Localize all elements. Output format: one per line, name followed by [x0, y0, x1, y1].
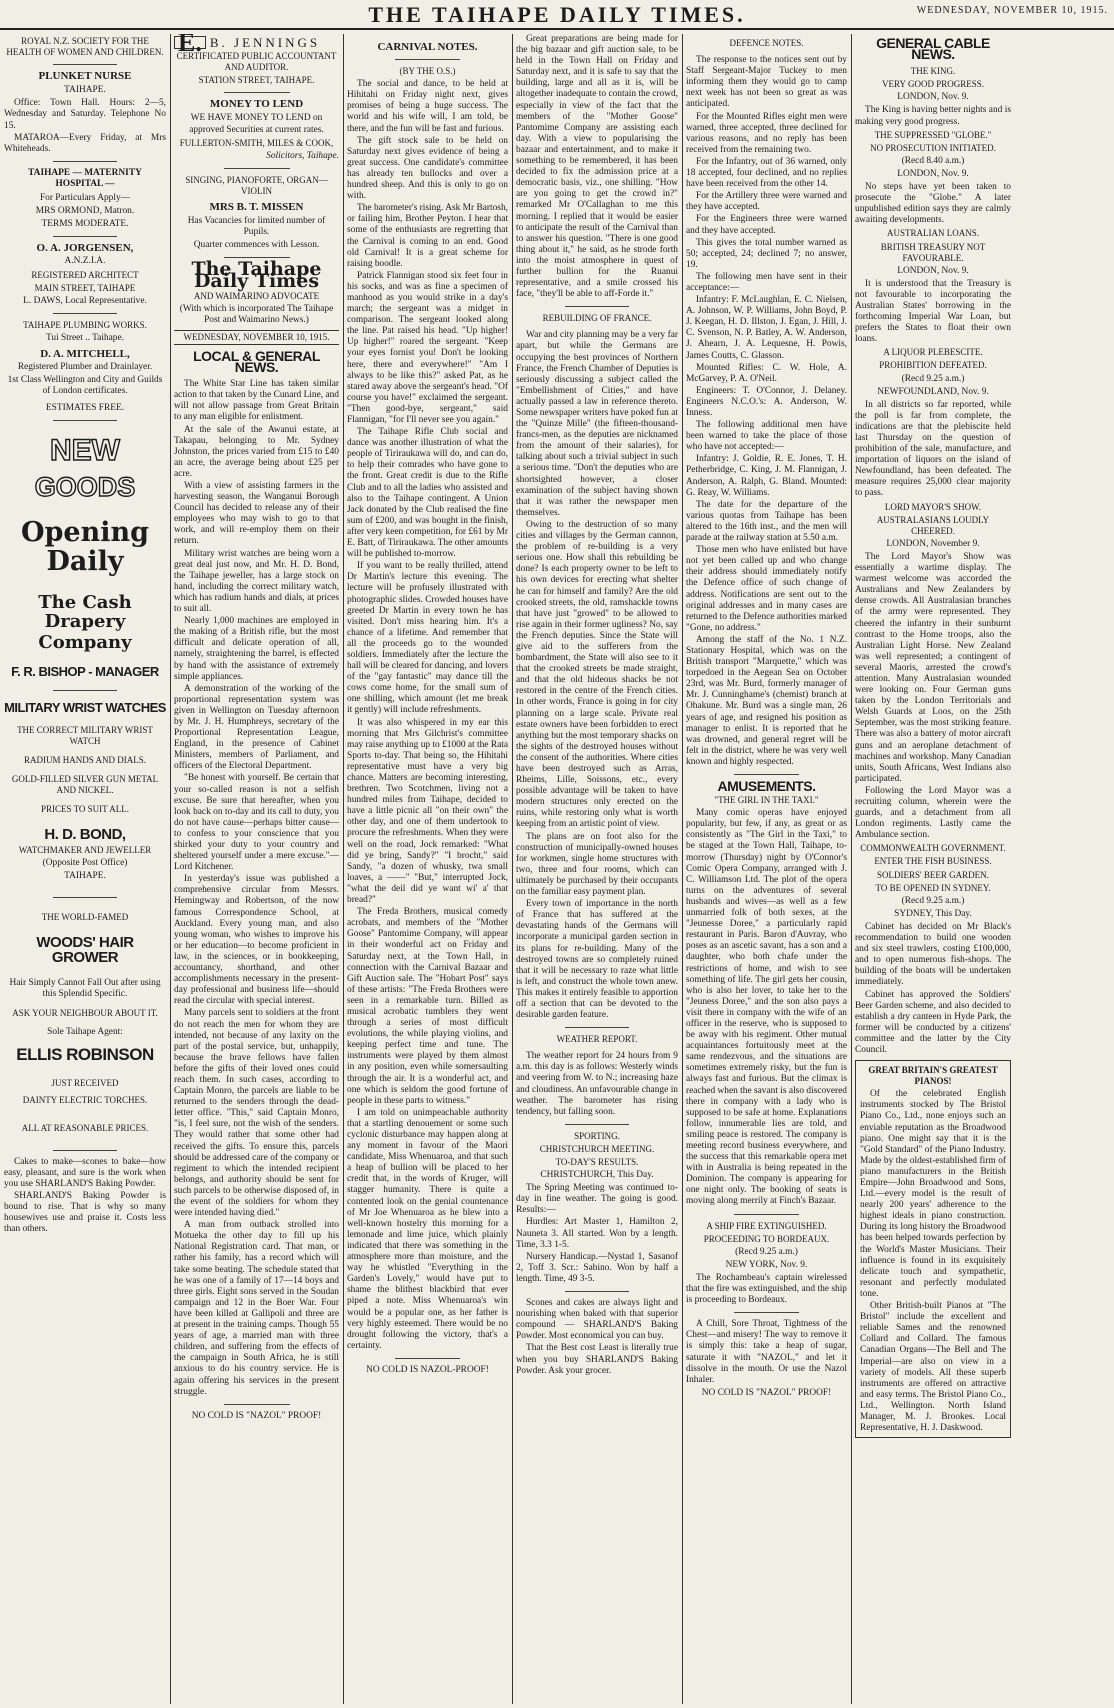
maternity-apply: For Particulars Apply—: [39, 193, 131, 204]
received-time: (Recd 9.25 a.m.): [735, 1246, 798, 1257]
missen-quarter: Quarter commences with Lesson.: [193, 240, 320, 251]
article-paragraph: For the Engineers three were warned and they have accepted.: [686, 214, 847, 236]
jorgensen-rep: L. DAWS, Local Representative.: [23, 295, 147, 306]
dateline: SYDNEY, This Day.: [894, 908, 972, 919]
mitchell-title: Registered Plumber and Drainlayer.: [17, 362, 153, 373]
bond-name: H. D. BOND,: [44, 826, 126, 844]
dateline: LONDON, November 9.: [886, 538, 980, 549]
article-paragraph: For the Mounted Rifles eight men were warned, three accepted, three declined for various reasons, and no reply has been received from the remaining two.: [686, 111, 847, 155]
sporting-heading: SPORTING.: [574, 1130, 620, 1141]
plunket-office: Office: Town Hall. Hours: 2—5, Wednesday and Saturday. Telephone No 15.: [4, 98, 166, 131]
jennings-name: B. JENNINGS: [209, 35, 321, 50]
article-paragraph: Mounted Rifles: C. W. Hole, A. McGarvey, P. A. O'Neil.: [686, 362, 847, 384]
ask-neighbour: ASK YOUR NEIGHBOUR ABOUT IT.: [12, 1008, 158, 1019]
money-heading: MONEY TO LEND: [209, 98, 304, 111]
jennings-initial: E.: [174, 36, 206, 49]
jorgensen-address: MAIN STREET, TAIHAPE: [34, 282, 136, 293]
article-paragraph: Patrick Flannigan stood six feet four in his socks, and was as fine a specimen of manhood as you would strike in a day's march; the sergeant was a midget in comparison. The sergeant looked along the line. Pat raised his head. "Up higher! Up higher!" roared the sergeant. "Keep your eyes fornist you! Don't be looking here, there and everywhere!" "Am I always to be like this?" asked Pat, as he stared away above the sergeant's head. "Of course you have!" exclaimed the sergeant. "Then good-bye, sergeant," said Flannigan, "for I'll never see you again.": [347, 270, 508, 425]
column-local-news: [174, 34, 339, 1704]
dateline: LONDON, Nov. 9.: [897, 168, 969, 179]
article-paragraph: The following men have sent in their acceptance:—: [686, 271, 847, 293]
correct-watch: THE CORRECT MILITARY WRIST WATCH: [17, 724, 153, 747]
paper-date: WEDNESDAY, NOVEMBER 10, 1915.: [174, 330, 339, 345]
column-rule: [851, 34, 852, 1704]
article-paragraph: Military wrist watches are being worn a great deal just now, and Mr. H. D. Bond, the Taihape jeweller, has a large stock on hand, including the correct military watch, which has radium hands and dials, at prices to suit all.: [174, 548, 339, 615]
reasonable-prices: ALL AT REASONABLE PRICES.: [21, 1122, 149, 1133]
piano-text: Of the celebrated English instruments stocked by The Bristol Piano Co., Ltd., none enjoys such an enviable reputation as the Broadwood piano. One might say that it is the "Gold Standard" of the Piano Industry. Made by the oldest-established firm of piano manufacturers in the British Empire—John Broadwood and Sons, Ltd.—every model is the result of nearly 200 years' adherence to the highest ideals in piano construction. During its long history the Broadwood has been helped towards perfection by the World's Master Musicians. Their influence is found in its exquisitely delicate touch and sympathetic, resonant and perfectly modulated tone.: [860, 1089, 1006, 1299]
dateline: NEWFOUNDLAND, Nov. 9.: [877, 386, 989, 397]
sharland-cakes: Cakes to make—scones to bake—how easy, pleasant, and sure is the work when you use SHARLAND'S Baking Powder.: [4, 1156, 166, 1189]
article-paragraph: The plans are on foot also for the construction of municipally-owned houses for workmen, single home structures with two, three and four rooms, which can ultimately be purchased by their occupants on the familiar easy payment plan.: [516, 831, 678, 898]
column-carnival: [347, 34, 508, 1704]
article-paragraph: The barometer's rising. Ask Mr Bartosh, or failing him, Brother Peyton. I hear that some of the enthusiasts are regretting that the Carnival is coming to an end. Good old Carnival! It is a great scheme for raising boodle.: [347, 203, 508, 269]
dateline: LONDON, Nov. 9.: [897, 92, 969, 103]
article-paragraph: The Freda Brothers, musical comedy acrobats, and members of the "Mother Goose" Pantomime Company, will appear in their wonderful act on Friday and Saturday next, at the Town Hall, in connection with the Carnival Bazaar and Gift Auction sale. The "Hobart Post" says of these artists: "The Freda Brothers were seen in a remarkable turn. Billed as musical acrobatic tumblers they went through a series of most difficult evolutions, the while playing violins, and keeping perfect time and tune. The instruments were played by them almost in any position, even while somersaulting through the air. It is a wonderful act, and one which is seldom the good fortune of people in these parts to witness.": [347, 907, 508, 1106]
rebuilding-heading: REBUILDING OF FRANCE.: [542, 313, 652, 324]
missen-text: Has Vacancies for limited number of Pupils.: [187, 216, 326, 238]
local-general-heading: LOCAL & GENERAL NEWS.: [193, 347, 320, 376]
paper-incorporated: (With which is incorporated The Taihape Post and Waimarino News.): [179, 303, 334, 325]
dateline: NEW YORK, Nov. 9.: [725, 1259, 808, 1270]
article-paragraph: In all districts so far reported, while the poll is far from complete, the indications are that the plebiscite held last Thursday on the question of prohibition of the sale, manufacture, and importation of liquors on the island of Newfoundland, has been defeated. The measure requires 25,000 clear majority to pass.: [855, 399, 1011, 499]
bond-town: TAIHAPE.: [64, 871, 106, 882]
article-paragraph: The Rochambeau's captain wirelessed that the fire was extinguished, and the ship is proceeding to Bordeaux.: [686, 1272, 847, 1306]
article-paragraph: The Taihape Rifle Club social and dance was another illustration of what the people of Tiriraukawa will do, and can do, to help their comrades who have gone to the front. Great credit is due to the Rifle Club and to all the ladies who assisted and also to the Taihape contingent. A Union Jack donated by the Club realised the fine sum of £200, and was bought in the finish, after very keen competition, for £61 by Mr E. Batt, of Tiriraukawa. The other amounts will be published to-morrow.: [347, 427, 508, 560]
article-paragraph: Engineers: T. O'Connor, J. Delaney. Engineers N.C.O.'s: A. Anderson, W. Inness.: [686, 385, 847, 418]
maternity-heading: TAIHAPE — MATERNITY HOSPITAL —: [28, 167, 142, 189]
article-paragraph: It was also whispered in my ear this morning that Mrs Gilchrist's committee may raise anything up to £1000 at the Rata Sports to-day. That being so, the Hihitahi representative must have a very big chance. Matters are becoming interesting, brethren. Two Scotchmen, living not a hundred miles from Taihape, decided to have a little picnic all "on their own" the other day, and one of them undertook to procure the refreshments. When they were well on the road, Jock remarked: "What did ye bring, Sandy?" "I brocht," said Sandy, "a dozen of whusky, twa small loaves, a ——" "But," interrupted Jock, "what the deil did ye want wi' a' that bread?": [347, 717, 508, 906]
loans-subheading: BRITISH TREASURY NOT FAVOURABLE.: [880, 241, 986, 263]
weather-heading: WEATHER REPORT.: [556, 1034, 638, 1045]
jennings-title: CERTIFICATED PUBLIC ACCOUNTANT AND AUDITOR.: [176, 51, 337, 73]
received-time: (Recd 9.25 a.m.): [901, 373, 965, 384]
article-paragraph: The Spring Meeting was continued to-day in fine weather. The going is good. Results:—: [516, 1183, 678, 1216]
fullerton-firm: FULLERTON-SMITH, MILES & COOK,: [179, 137, 334, 148]
weather-text: The weather report for 24 hours from 9 a.m. this day is as follows: Westerly winds and veering from W. to N.; increasing haze and cloudiness. An unfavourable change in weather. The barometer has rising tendency, but falling soon.: [516, 1051, 678, 1117]
mitchell-name: D. A. MITCHELL,: [40, 347, 130, 360]
piano-advertisement: [855, 1060, 1011, 1438]
nazol-ad: NO COLD IS "NAZOL" PROOF!: [191, 1410, 322, 1421]
money-text: WE HAVE MONEY TO LEND on approved Securities at current rates.: [189, 113, 324, 135]
plunket-heading: PLUNKET NURSE: [38, 70, 132, 83]
beer-heading: SOLDIERS' BEER GARDEN.: [877, 869, 989, 880]
globe-heading: THE SUPPRESSED "GLOBE.": [874, 129, 992, 140]
maternity-terms: TERMS MODERATE.: [41, 219, 129, 230]
column-rule: [343, 34, 344, 1704]
defence-heading: DEFENCE NOTES.: [729, 38, 804, 48]
solicitors: Solicitors, Taihape.: [266, 150, 339, 161]
article-paragraph: Every town of importance in the north of France that has suffered at the devastating hands of the Germans will incorporate a municipal garden section in its plans for re-building. Many of the destroyed towns are so completely ruined that it will be necessary to raze what little is left, and construct the whole town anew. This makes it entirely feasible to apportion off a section that can be devoted to the desirable garden feature.: [516, 899, 678, 1021]
just-received: JUST RECEIVED: [51, 1078, 119, 1089]
article-paragraph: Great preparations are being made for the big bazaar and gift auction sale, to be held in the Town Hall on Friday and Saturday next, and it is safe to say that the building, large and all as it is, will be altogether inadequate to contain the crowd, especially in view of the fact that the members of the "Mother Goose" Pantomime Company are assisting each day. With a view to popularising the bazaar and entertainment, and to make it something to be remembered, it has been decided to fix the admission price at a democratic basis, viz., one shilling. "How are you going to get the crowd in?" remarked Mr O'Callaghan to me this morning. I replied that it would be easier to anticipate the result of the Carnival than to answer his question. "There is one good thing about it," he said, as he strode forth into the moist atmosphere in quest of further bullion for the Ruanui representative, and a smile crossed his face, "they'll be able to aff-Forde it.": [516, 34, 678, 300]
nazol-ad: NO COLD IS "NAZOL" PROOF!: [701, 1387, 832, 1398]
article-paragraph: The response to the notices sent out by Staff Sergeant-Major Tuckey to men informing them they would go to camp next week has not been so great as was anticipated.: [686, 55, 847, 110]
article-paragraph: Infantry: F. McLaughlan, E. C. Nielsen, A. Johnson, W. P. Williams, John Boyd, P. J. Keegan, H. D. Illston, J. Egan, J. Hill, J. C. Svenson, N. P. Batley, A. W. Anderson, J. Ahearn, J. A. Lequesne, H. Powis, James Coutts, C. Glasson.: [686, 295, 847, 361]
article-paragraph: If you want to be really thrilled, attend Dr Martin's lecture this evening. The lecture will be profusely illustrated with photographic slides. Crowded houses have greeted Dr Martin in every town he has visited. Don't miss hearing him. It's a chance of a lifetime. And remember that all the proceeds go to the wounded soldiers. Immediately after the lecture the hall will be cleared for dancing, and lovers of the "gay fantastic" may dance till the cows come home, for the small sum of one shilling, which amount (let me break it gently) will include refreshments.: [347, 561, 508, 716]
column-rule: [170, 34, 171, 1704]
article-paragraph: Owing to the destruction of so many cities and villages by the German cannon, the problem of re-building is a very serious one. How shall this rebuilding be done? Is each property owner to be left to his own devices for erecting what shelter he can for himself and family? Are the old crooked streets, the old, ramshackle towns that have just "growed" to be allowed to rise again in their former ugliness? No, say the French deputies. Since the State will give aid to the sufferers from the bombardment, the State will also see to it that the crooked streets be made straight, and that the old hideous shacks be not restored in the centre of the French cities. In other words, France is going in for city planning on a large scale. Private real estate owners have been forbidden to erect anything but the most temporary shacks on the sights of the destroyed houses without the consent of the authorities. Where cities have been destroyed such as Arras, Rheims, Lille, Soissons, etc., every possible advantage will be taken to have modern structures only erected on the ruins, while restoring only what is worth keeping from an artistic point of view.: [516, 519, 678, 830]
jennings-ad: [174, 34, 339, 57]
article-paragraph: The following additional men have been warned to take the place of those who have not accepted:—: [686, 420, 847, 453]
article-paragraph: Cabinet has decided on Mr Black's recommendation to build one wooden and six steel trawlers, costing £100,000, and to open numerous fish-shops. The building of the boats will be undertaken immediately.: [855, 921, 1011, 988]
commonwealth-heading: COMMONWEALTH GOVERNMENT.: [860, 843, 1006, 854]
loans-heading: AUSTRALIAN LOANS.: [887, 228, 979, 239]
ad-wrist-watches: MILITARY WRIST WATCHES: [4, 700, 166, 716]
article-paragraph: In yesterday's issue was published a comprehensive circular from Messrs. Hemingway and Robertson, of the now famous Correspondence School, at Auckland. Every young man, and also young woman, who wishes to improve his or her education—to become proficient in law, in the sciences, or in bookkeeping, accountancy, shorthand, and other accomplishments necessary in the present-day professional and business life—should read the circular with special interest.: [174, 874, 339, 1007]
article-paragraph: It is understood that the Treasury is not favourable to incorporating the Australian States' borrowing in the forthcoming Imperial War Loan, but prefers the States to float their own loans.: [855, 278, 1011, 345]
bond-title: WATCHMAKER AND JEWELLER: [18, 845, 152, 856]
mayor-heading: LORD MAYOR'S SHOW.: [884, 501, 982, 512]
ellis-robinson: ELLIS ROBINSON: [16, 1045, 154, 1065]
jorgensen-cred: A.N.Z.I.A.: [64, 256, 106, 267]
ad-manager: F. R. BISHOP - MANAGER: [11, 663, 159, 679]
nursery-result: Nursery Handicap.—Nystad 1, Sasanof 2, Toff 3. Scr.: Sabino. Won by half a length. Time, 49 3-5.: [516, 1251, 678, 1284]
article-paragraph: Among the staff of the No. 1 N.Z. Stationary Hospital, which was on the British transport "Marquette," which was torpedoed in the Aegean Sea on October 23rd, was Mr. Burd, formerly manager of Mr. J. Cunninghame's (chemist) branch at Ohakune. Mr. Burd was a single man, 26 years of age, and resigned his position as manager to enlist. It is reported that he was drowned, and general regret will be felt in the district, where he was very well known and highly respected.: [686, 634, 847, 767]
plumbing-heading: TAIHAPE PLUMBING WORKS.: [23, 319, 147, 330]
column-rule: [512, 34, 513, 1704]
fish-heading: ENTER THE FISH BUSINESS.: [874, 856, 992, 867]
column-cable-news: [855, 34, 1110, 1704]
sharland-best: That the Best cost Least is literally true when you buy SHARLAND'S Baking Powder. Ask your grocer.: [516, 1343, 678, 1376]
sporting-meeting: CHRISTCHURCH MEETING.: [539, 1143, 655, 1154]
jennings-address: STATION STREET, TAIHAPE.: [198, 75, 315, 86]
sporting-results: TO-DAY'S RESULTS.: [555, 1157, 639, 1167]
radium-dials: RADIUM HANDS AND DIALS.: [23, 755, 146, 766]
watch-metals: GOLD-FILLED SILVER GUN METAL AND NICKEL.: [11, 774, 159, 796]
article-paragraph: No steps have yet been taken to prosecute the "Globe." A later unpublished edition says they are calmly awaiting developments.: [855, 182, 1011, 226]
jorgensen-title: REGISTERED ARCHITECT: [31, 269, 139, 280]
article-paragraph: At the sale of the Awanui estate, at Takapau, belonging to Mr. Sydney Johnston, the prices varied from £15 to £40 an acre, the average being about £25 per acre.: [174, 424, 339, 479]
article-paragraph: The gift stock sale to be held on Saturday next gives evidence of being a great success. One candidate's committee has already ten bullocks and over a hundred sheep. And this is only to go on with.: [347, 135, 508, 202]
article-paragraph: Many comic operas have enjoyed popularity, but few, if any, as great or as consistently as "The Girl in the Taxi," to be staged at the Town Hall, Taihape, to-morrow (Thursday) night by O'Connor's Comic Opera Company, arranged with J. C. Williamson Ltd. The plot of the opera turns on the adventures of several husbands and wives—as well as a few unmarried folk of both sexes, at the "Jeunesse Doree," a particularly rapid restaurant in Paris. Baron d'Auvray, who poses as an ascetic savant, has a son and a daughter, who both chafe under the restrictions of home, and wish to see something of life. The girl gets her cousin, who is also her lover, to take her to the "Jeuness Doree," and the son also pays a visit there in company with the wife of an officer in the reserve, who is supposed to be away with his regiment. Other mutual acquaintances fortuitously meet at the same rendezvous, and the situations are sometimes extremely risky, but the fun is always fast and furious. But the climax is reached when the savant is also discovered there in company with a lady who is supposed to be safe at home. Explanations follow, innumerable lies are told, and smiling peace is restored. The company is meeting record business everywhere, and the success that this remarkable opera met with in Australia is being repeated in the Dominion. The company is appearing for one night only. The booking of seats is moving along merrily at Finch's Bazaar.: [686, 808, 847, 1207]
amusements-heading: AMUSEMENTS.: [717, 778, 816, 794]
column-france: [516, 34, 678, 1704]
estimates-free: ESTIMATES FREE.: [45, 403, 125, 414]
article-paragraph: Following the Lord Mayor was a recruiting column, wherein were the guards, and a detachment from all London regiments. Lastly came the Ambulance section.: [855, 785, 1011, 841]
article-paragraph: This gives the total number warned as 50; accepted, 24; declined 7; no answer, 19.: [686, 237, 847, 270]
mitchell-class: 1st Class Wellington and City and Guilds of London certificates.: [7, 375, 163, 397]
column-defence: [686, 34, 847, 1704]
globe-subheading: NO PROSECUTION INITIATED.: [870, 142, 996, 153]
king-progress: VERY GOOD PROGRESS.: [882, 79, 984, 90]
article-paragraph: Those men who have enlisted but have not yet been called up and who change their address should immediately notify the Defence office of such change of address. Notifications are sent out to the original addresses and in many cases are returned to the Defence authorities marked "Gone, no address.": [686, 545, 847, 633]
article-paragraph: A demonstration of the working of the proportional representation system was given in Wellington on Tuesday afternoon by Mr. J. H. Humphreys, secretary of the Proportional Representation League, England, in the presence of Cabinet Ministers, members of Parliament, and officers of the Electoral Department.: [174, 683, 339, 772]
article-paragraph: For the Artillery three were warned and they have accepted.: [686, 191, 847, 213]
girl-in-taxi: "THE GIRL IN THE TAXI.": [714, 795, 819, 806]
article-paragraph: The social and dance, to be held at Hihitahi on Friday night next, gives promises of being a huge success. The world and his wife will, I am told, be there, and the fun will be fast and furious.: [347, 79, 508, 134]
masthead: [0, 0, 1114, 30]
cable-news-heading: GENERAL CABLE NEWS.: [876, 35, 990, 63]
missen-name: MRS B. T. MISSEN: [209, 201, 304, 214]
article-paragraph: Cabinet has approved the Soldiers' Beer Garden scheme, and also decided to establish a dry canteen in Hyde Park, the former will be conducted by a citizens' committee and the latter by the City Council.: [855, 989, 1011, 1055]
king-heading: THE KING.: [910, 66, 956, 77]
column-advertisements: [4, 34, 166, 1704]
ad-new: NEW: [50, 434, 120, 468]
masthead-date: WEDNESDAY, NOVEMBER 10, 1915.: [916, 5, 1108, 16]
plumbing-address: Tui Street .. Taihape.: [46, 332, 124, 343]
sporting-dateline: CHRISTCHURCH, This Day.: [540, 1170, 654, 1181]
dainty-torches: DAINTY ELECTRIC TORCHES.: [22, 1095, 148, 1106]
liquor-heading: A LIQUOR PLEBESCITE.: [883, 347, 983, 358]
carnival-heading: CARNIVAL NOTES.: [377, 41, 478, 53]
article-paragraph: For the Infantry, out of 36 warned, only 18 accepted, four declined, and no replies have been received from the other 14.: [686, 156, 847, 190]
sole-agent: Sole Taihape Agent:: [47, 1027, 123, 1038]
nazol-ad: NO COLD IS NAZOL-PROOF!: [366, 1364, 489, 1375]
ship-fire-heading: A SHIP FIRE EXTINGUISHED.: [706, 1220, 827, 1231]
society-heading: ROYAL N.Z. SOCIETY FOR THE HEALTH OF WOMEN AND CHILDREN.: [6, 36, 164, 58]
piano-heading: GREAT BRITAIN'S GREATEST PIANOS!: [868, 1065, 998, 1087]
newspaper-title: THE TAIHAPE DAILY TIMES.: [368, 2, 746, 27]
bond-address: (Opposite Post Office): [42, 858, 128, 869]
article-paragraph: With a view of assisting farmers in the harvesting season, the Wanganui Borough Council has decided to release any of their employees who may wish to go to that work, and will re-employ them on their return.: [174, 481, 339, 547]
article-paragraph: I am told on unimpeachable authority that a startling denouement or some such cyclonic disturbance may happen along at any moment in favour of the Maori candidate, Miss Whenuaroa, and that such a heap of bullion will be placed to her credit that, in the words of Kruger, will stagger humanity. There is quite a contented look on the genial countenance of Mr Joe Whenuaroa as he blew into a well-known hostelry this morning for a lemonade and lime juice, which plainly indicated that there was something in the atmosphere more than moisture, and the way he whistled "Everything in the Garden's Lovely," would have put to shame the blithest blackbird that ever piped a note. Miss Whenuaroa's win would be a popular one, as her father is very highly esteemed. There would be no drought following the victory, that's a certainty.: [347, 1107, 508, 1351]
piano-text: Other British-built Pianos at "The Bristol" include the excellent and reliable Sames and the renowned Collard and Collard. The famous Canadian Organs—The Bell and The Imperial—are also on view in a variety of models. All these superb instruments are offered on attractive and easy terms. The Bristol Piano Co., Ltd., Wellington. North Island Manager, M. J. Brookes. Local Representative, H. J. Daskwood.: [860, 1301, 1006, 1434]
sharland-rise: SHARLAND'S Baking Powder is bound to rise. That is why so many housewives use and praise it. Costs less than others.: [4, 1190, 166, 1235]
woods-hair-grower: WOODS' HAIR GROWER: [36, 933, 134, 967]
jorgensen-name: O. A. JORGENSEN,: [36, 242, 134, 255]
maternity-matron: MRS ORMOND, Matron.: [35, 206, 135, 217]
ad-opening-daily: Opening Daily: [21, 517, 149, 577]
column-rule: [682, 34, 683, 1704]
liquor-subheading: PROHIBITION DEFEATED.: [879, 360, 987, 371]
article-paragraph: Many parcels sent to soldiers at the front do not reach the men for whom they are intended, not because of any laxity on the part of the postal service, but, unhappily, because the brave fellows have fallen before the gifts of their loved ones could reach them. In such cases, according to Captain Monro, the parcels are liable to be returned to the senders through the dead-letter office. "This," said Captain Monro, "is, I feel sure, not the wish of the senders. They would rather that some other had received the gifts. To ensure this, parcels should be addressed care of the company or regiment to which the intended recipient belongs, and authority should be sent for such parcels to be otherwise disposed of, in the event of the soldiers for whom they were intended having died.": [174, 1008, 339, 1219]
opened-sydney: TO BE OPENED IN SYDNEY.: [875, 882, 991, 893]
paper-advocate: AND WAIMARINO ADVOCATE: [193, 290, 320, 301]
article-paragraph: The White Star Line has taken similar action to that taken by the Cunard Line, and will not allow passage from Great Britain to any man eligible for enlistment.: [174, 379, 339, 423]
mayor-subheading: AUSTRALASIANS LOUDLY CHEERED.: [876, 514, 990, 536]
ad-cash-drapery: The Cash Drapery: [38, 591, 132, 632]
ad-cash-company: Company: [38, 631, 132, 653]
plunket-place: TAIHAPE.: [64, 85, 106, 96]
hurdles-result: Hurdles: Art Master 1, Hamilton 2, Nauneta 3. All started. Won by a length. Time, 3.3 1-5.: [516, 1217, 678, 1250]
sharland-scones: Scones and cakes are always light and nourishing when baked with that superior compound — SHARLAND'S Baking Powder. Most economical you can buy.: [516, 1298, 678, 1342]
paper-logo: The Taihape Daily Times: [191, 258, 322, 292]
plunket-mataroa: MATAROA—Every Friday, at Mrs Whiteheads.: [4, 132, 166, 154]
proceeding-bordeaux: PROCEEDING TO BORDEAUX.: [703, 1233, 830, 1244]
article-paragraph: Nearly 1,000 machines are employed in the making of a British rifle, but the most difficult and delicate operation of all, namely, straightening the barrel, is effected by hand with the assistance of extremely simple appliances.: [174, 616, 339, 682]
article-paragraph: The King is having better nights and is making very good progress.: [855, 105, 1011, 127]
hair-text: Hair Simply Cannot Fall Out after using this Splendid Specific.: [9, 978, 161, 1000]
ad-goods: GOODS: [34, 471, 136, 502]
watch-prices: PRICES TO SUIT ALL.: [40, 804, 130, 815]
dateline: LONDON, Nov. 9.: [897, 265, 969, 276]
carnival-byline: (BY THE O.S.): [399, 66, 456, 77]
article-paragraph: "Be honest with yourself. Be certain that your so-called reason is not a selfish excuse. Be sure that hereafter, when you look back on to-day and its call to duty, you do not have cause—perhaps bitter cause—to confess to your conscience that you shirked your duty to your country and sheltered yourself under a mere excuse."—Lord Kitchener.: [174, 773, 339, 873]
article-paragraph: The Lord Mayor's Show was essentially a wartime display. The warmest welcome was accorded the Australians and New Zealanders by dense crowds. All Australasian branches of the army were represented. They cheered the infantry in their sunburnt contrast to the Home troops, also the Australian Light Horse. New Zealand was well represented; a contingent of several Maoris, arrested the crowd's attention. Many Australasian wounded were looking on. Four German guns taken by the London Territorials and Welsh Guards at Loos, on the 25th September, was the most striking feature. There was also a battery of motor aircraft guns and an aeroplane detachment of machines and workshop. Many Canadian units, South Africans, West Indians also participated.: [855, 551, 1011, 784]
article-paragraph: War and city planning may be a very far apart, but while the Germans are occupying the best provinces of Northern France, the French Chamber of Deputies is seriously discussing a subject called the "Embellishment of Cities," and have actually passed a law in reference thereto. Some newspaper writers have poked fun at the "Quinze Mille" (the fifteen-thousand-francs-men, as the deputies are nicknamed from the amount of their salaries), for talking about such a trivial subject in such a serious time. "Don't the deputies who are shortsighted however, a closer examination of the subject having shown that it was rather the newspaper men themselves.: [516, 330, 678, 518]
article-paragraph: The date for the departure of the various quotas from Taihape has been altered to the 16th inst., and the men will parade at the railway station at 5.50 a.m.: [686, 499, 847, 544]
article-paragraph: A man from outback strolled into Motueka the other day to fill up his National Registration card. That man, or rather his family, has a record which will take some beating. The schedule stated that he was one of a family of 17—14 boys and three girls. Eight sons served in the Soudan campaign and 12 in the Boer War. Four have been killed at Gallipoli and three are at present in the training camps. Though 55 years of age, a married man with three children, and suffering from the effects of the campaign in South Africa, he is still anxious to do his country service. He is again offering his services in the present struggle.: [174, 1220, 339, 1397]
article-paragraph: Infantry: J. Goldie, R. E. Jones, T. H. Petherbridge, C. King, J. M. Flannigan, J. Anderson, A. Ralph, G. Bland. Mounted: G. Reay, W. Williams.: [686, 454, 847, 498]
singing-heading: SINGING, PIANOFORTE, ORGAN—VIOLIN: [185, 174, 328, 196]
nazol-chill-ad: A Chill, Sore Throat, Tightness of the Chest—and misery! The way to remove it is simply this: take a heap of sugar, saturate it with "NAZOL," and let it dissolve in the mouth. Or use the Nazol Inhaler.: [686, 1319, 847, 1385]
world-famed: THE WORLD-FAMED: [41, 911, 129, 922]
received-time: (Recd 8.40 a.m.): [901, 155, 965, 166]
received-time: (Recd 9.25 a.m.): [901, 895, 965, 906]
